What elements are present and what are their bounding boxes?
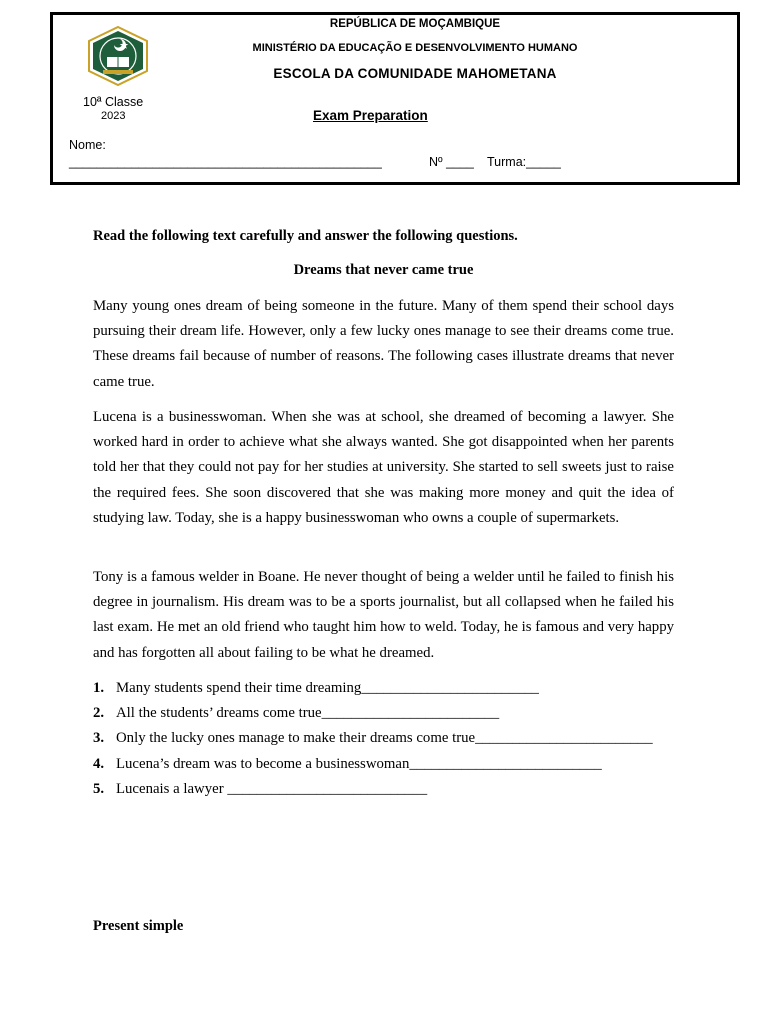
republic-title: REPÚBLICA DE MOÇAMBIQUE <box>329 18 501 30</box>
question-item <box>93 777 674 802</box>
question-number: 2. <box>93 705 105 722</box>
exam-title: Exam Preparation <box>313 108 428 123</box>
number-field: Nº ____ <box>429 155 474 169</box>
question-item <box>93 726 674 751</box>
section-heading: Present simple <box>93 918 184 934</box>
question-item <box>93 676 674 701</box>
question-number: 1. <box>93 680 105 696</box>
question-text: Lucena’s dream was to become a businesswoman__________________________ <box>116 755 602 772</box>
question-number: 3. <box>93 730 105 747</box>
question-text: Only the lucky ones manage to make their dreams come true________________________ <box>116 730 653 747</box>
instruction: Read the following text carefully and answer the following questions. <box>93 228 518 244</box>
name-label: Nome: <box>69 138 106 152</box>
text-title: Dreams that never came true <box>293 262 474 278</box>
ministry-title: MINISTÉRIO DA EDUCAÇÃO E DESENVOLVIMENTO HUMANO <box>252 42 578 54</box>
question-number: 4. <box>93 755 105 772</box>
question-number: 5. <box>93 780 105 797</box>
paragraph: Many young ones dream of being someone in the future. Many of them spend their school days pursuing their dream life. However, only a few lucky ones manage to see their dreams come true. These dreams fail because of number of reasons. The following cases illustrate dreams that never came true. <box>93 298 674 390</box>
question-list <box>93 676 674 802</box>
question-item <box>93 701 674 726</box>
question-text: Many students spend their time dreaming________________________ <box>116 680 539 696</box>
paragraph: Tony is a famous welder in Boane. He never thought of being a welder until he failed to finish his degree in journalism. His dream was to be a sports journalist, but all collapsed when he failed his last exam. He met an old friend who taught him how to weld. Today, he is famous and very happy and has forgotten all about failing to be what he dreamed. <box>93 569 674 661</box>
question-text: All the students’ dreams come true________________________ <box>116 705 500 722</box>
header-box <box>50 12 740 185</box>
school-name: ESCOLA DA COMUNIDADE MAHOMETANA <box>273 66 557 81</box>
question-item <box>93 752 674 777</box>
paragraph: Lucena is a businesswoman. When she was at school, she dreamed of becoming a lawyer. She worked hard in order to achieve what she always wanted. She got disappointed when her parents told her that they could not pay for her studies at university. She started to sell sweets just to raise the required fees. She soon discovered that she was making more money and quit the idea of studying law. Today, she is a happy businesswoman who owns a couple of supermarkets. <box>93 409 674 526</box>
question-text: Lucenais a lawyer ___________________________ <box>116 780 428 797</box>
grade-label: 10ª Classe <box>83 95 144 109</box>
year-label: 2023 <box>101 110 126 122</box>
class-field: Turma:_____ <box>487 155 561 169</box>
name-field: _____________________________________________ <box>69 155 382 169</box>
